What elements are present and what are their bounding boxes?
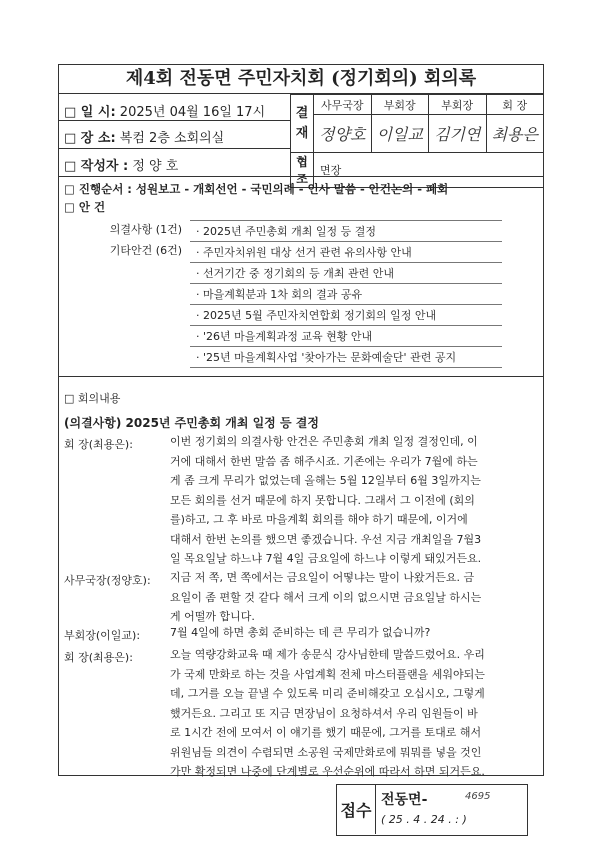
stamp-label: 접수: [337, 785, 376, 834]
place-label: □ 장 소:: [64, 131, 116, 146]
speech-line: 했거든요. 그리고 또 지금 면장님이 요청하셔서 우리 임원들이 바: [170, 706, 478, 720]
stamp-number: 4695: [465, 791, 491, 802]
speech-text: [170, 568, 542, 627]
signature-chair: 최용은: [486, 115, 544, 153]
agenda-item: · '25년 마을계획사업 '찾아가는 문화예술단' 관련 공지: [190, 347, 502, 368]
receipt-stamp: [336, 784, 528, 836]
role-vice-chair-1: 부회장: [371, 95, 429, 115]
speech-line: 거에 대해서 한번 말씀 좀 해주시죠. 기존에는 우리가 7월에 하는: [170, 454, 478, 468]
speech-line: 7월 4일에 하면 총회 준비하는 데 큰 무리가 없습니까?: [170, 626, 431, 639]
speech-line: 데, 그거를 오늘 끝낼 수 있도록 미리 준비해갖고 오십시오, 그렇게: [170, 687, 485, 700]
document-title: 제4회 전동면 주민자치회 (정기회의) 회의록: [58, 64, 544, 94]
agenda-item: · 2025년 5월 주민자치연합회 정기회의 일정 안내: [190, 305, 502, 326]
signature-vice-chair-1: 이일교: [371, 115, 429, 153]
writer-value: 정 양 호: [132, 159, 179, 174]
minutes-subheading: (의결사항) 2025년 주민총회 개최 일정 등 결정: [64, 416, 319, 430]
speech-text: [170, 623, 542, 643]
speaker-label: 회 장(최용은):: [64, 651, 133, 664]
speech-line: 요일이 좀 편할 것 같다 해서 크게 이의 없으시면 금요일날 하시는: [170, 590, 482, 604]
speech-line: 지금 저 쪽, 면 쪽에서는 금요일이 어떻냐는 말이 나왔거든요. 금: [170, 571, 475, 584]
speech-line: 게 좀 크게 무리가 없었는데 올해는 5월 12일부터 6월 3일까지는: [170, 474, 481, 487]
agenda-item: · 마을계획분과 1차 회의 결과 공유: [190, 284, 502, 305]
agenda-table: [80, 220, 502, 368]
stamp-org: 전동면-: [381, 792, 428, 808]
agenda-item: · '26년 마을계획과정 교육 현황 안내: [190, 326, 502, 347]
approval-label: 결 재: [291, 95, 314, 153]
resolution-category: 의결사항 (1건): [109, 222, 182, 236]
procedure-line: □ 진행순서 : 성원보고 - 개회선언 - 국민의례 - 인사 말씀 - 안건논의 - 폐회: [64, 182, 449, 196]
cooperation-label: 협조: [291, 153, 314, 188]
role-vice-chair-2: 부회장: [429, 95, 487, 115]
speech-line: 이번 정기회의 의결사항 안건은 주민총회 개최 일정 결정인데, 이: [170, 435, 478, 448]
speaker-label: 회 장(최용은):: [64, 438, 133, 451]
place-row: [64, 127, 224, 146]
cooperation-value: 면장: [314, 153, 544, 188]
speaker-label: 사무국장(정양호):: [64, 574, 151, 587]
speech-line: 대해서 한번 논의를 했으면 좋겠습니다. 우선 지금 개최일을 7월3: [170, 532, 482, 546]
speech-line: 를)하고, 그 후 바로 마을계획 회의를 해야 하기 때문에, 이거에: [170, 513, 468, 526]
speech-text: [170, 432, 542, 569]
date-row: [64, 101, 265, 120]
divider: [58, 148, 290, 149]
role-chair: 회 장: [486, 95, 544, 115]
signature-secretary: 정양호: [314, 115, 372, 153]
date-value: 2025년 04월 16일 17시: [119, 105, 266, 120]
place-value: 복컴 2층 소회의실: [119, 131, 225, 146]
speech-line: 일 목요일날 하느냐 7월 4일 금요일에 하느냐 이렇게 돼있거든요.: [170, 552, 482, 565]
role-secretary: 사무국장: [314, 95, 372, 115]
stamp-date: ( 25 . 4 . 24 . : ): [381, 813, 467, 826]
agenda-item: · 2025년 주민총회 개최 일정 등 결정: [190, 221, 502, 242]
writer-label: □ 작성자 :: [64, 159, 129, 174]
minutes-heading: □ 회의내용: [64, 392, 121, 405]
other-category: 기타안건 (6건): [109, 243, 182, 257]
divider: [58, 376, 544, 377]
speech-text: [170, 645, 542, 782]
speaker-label: 부회장(이일교):: [64, 629, 141, 642]
speech-line: 가 국제 만화로 하는 것을 사업계획 전체 마스터플랜을 세워야되는: [170, 667, 485, 681]
writer-row: [64, 155, 178, 174]
speech-line: 위원님들 의견이 수렴되면 소공원 국제만화로에 뭐뭐를 넣을 것인: [170, 745, 482, 759]
signature-vice-chair-2: 김기연: [429, 115, 487, 153]
speech-line: 로 1시간 전에 모여서 이 얘기를 했기 때문에, 그거를 토대로 해서: [170, 726, 482, 739]
divider: [58, 176, 544, 177]
approval-table: [290, 94, 544, 188]
divider: [58, 120, 290, 121]
speech-line: 모든 회의를 선거 때문에 하지 못합니다. 그래서 그 이전에 (회의: [170, 493, 475, 507]
speech-line: 오늘 역량강화교육 때 제가 송문식 강사님한테 말씀드렸어요. 우리: [170, 648, 485, 661]
speech-line: 가만 확정되면 나중에 단계별로 우선순위에 따라서 하면 되거든요.: [170, 765, 485, 778]
agenda-item: · 주민자치위원 대상 선거 관련 유의사항 안내: [190, 242, 502, 263]
agenda-item: · 선거기간 중 정기회의 등 개최 관련 안내: [190, 263, 502, 284]
agenda-heading: □ 안 건: [64, 200, 106, 214]
date-label: □ 일 시:: [64, 105, 116, 120]
speech-line: 게 어떨까 합니다.: [170, 610, 255, 623]
